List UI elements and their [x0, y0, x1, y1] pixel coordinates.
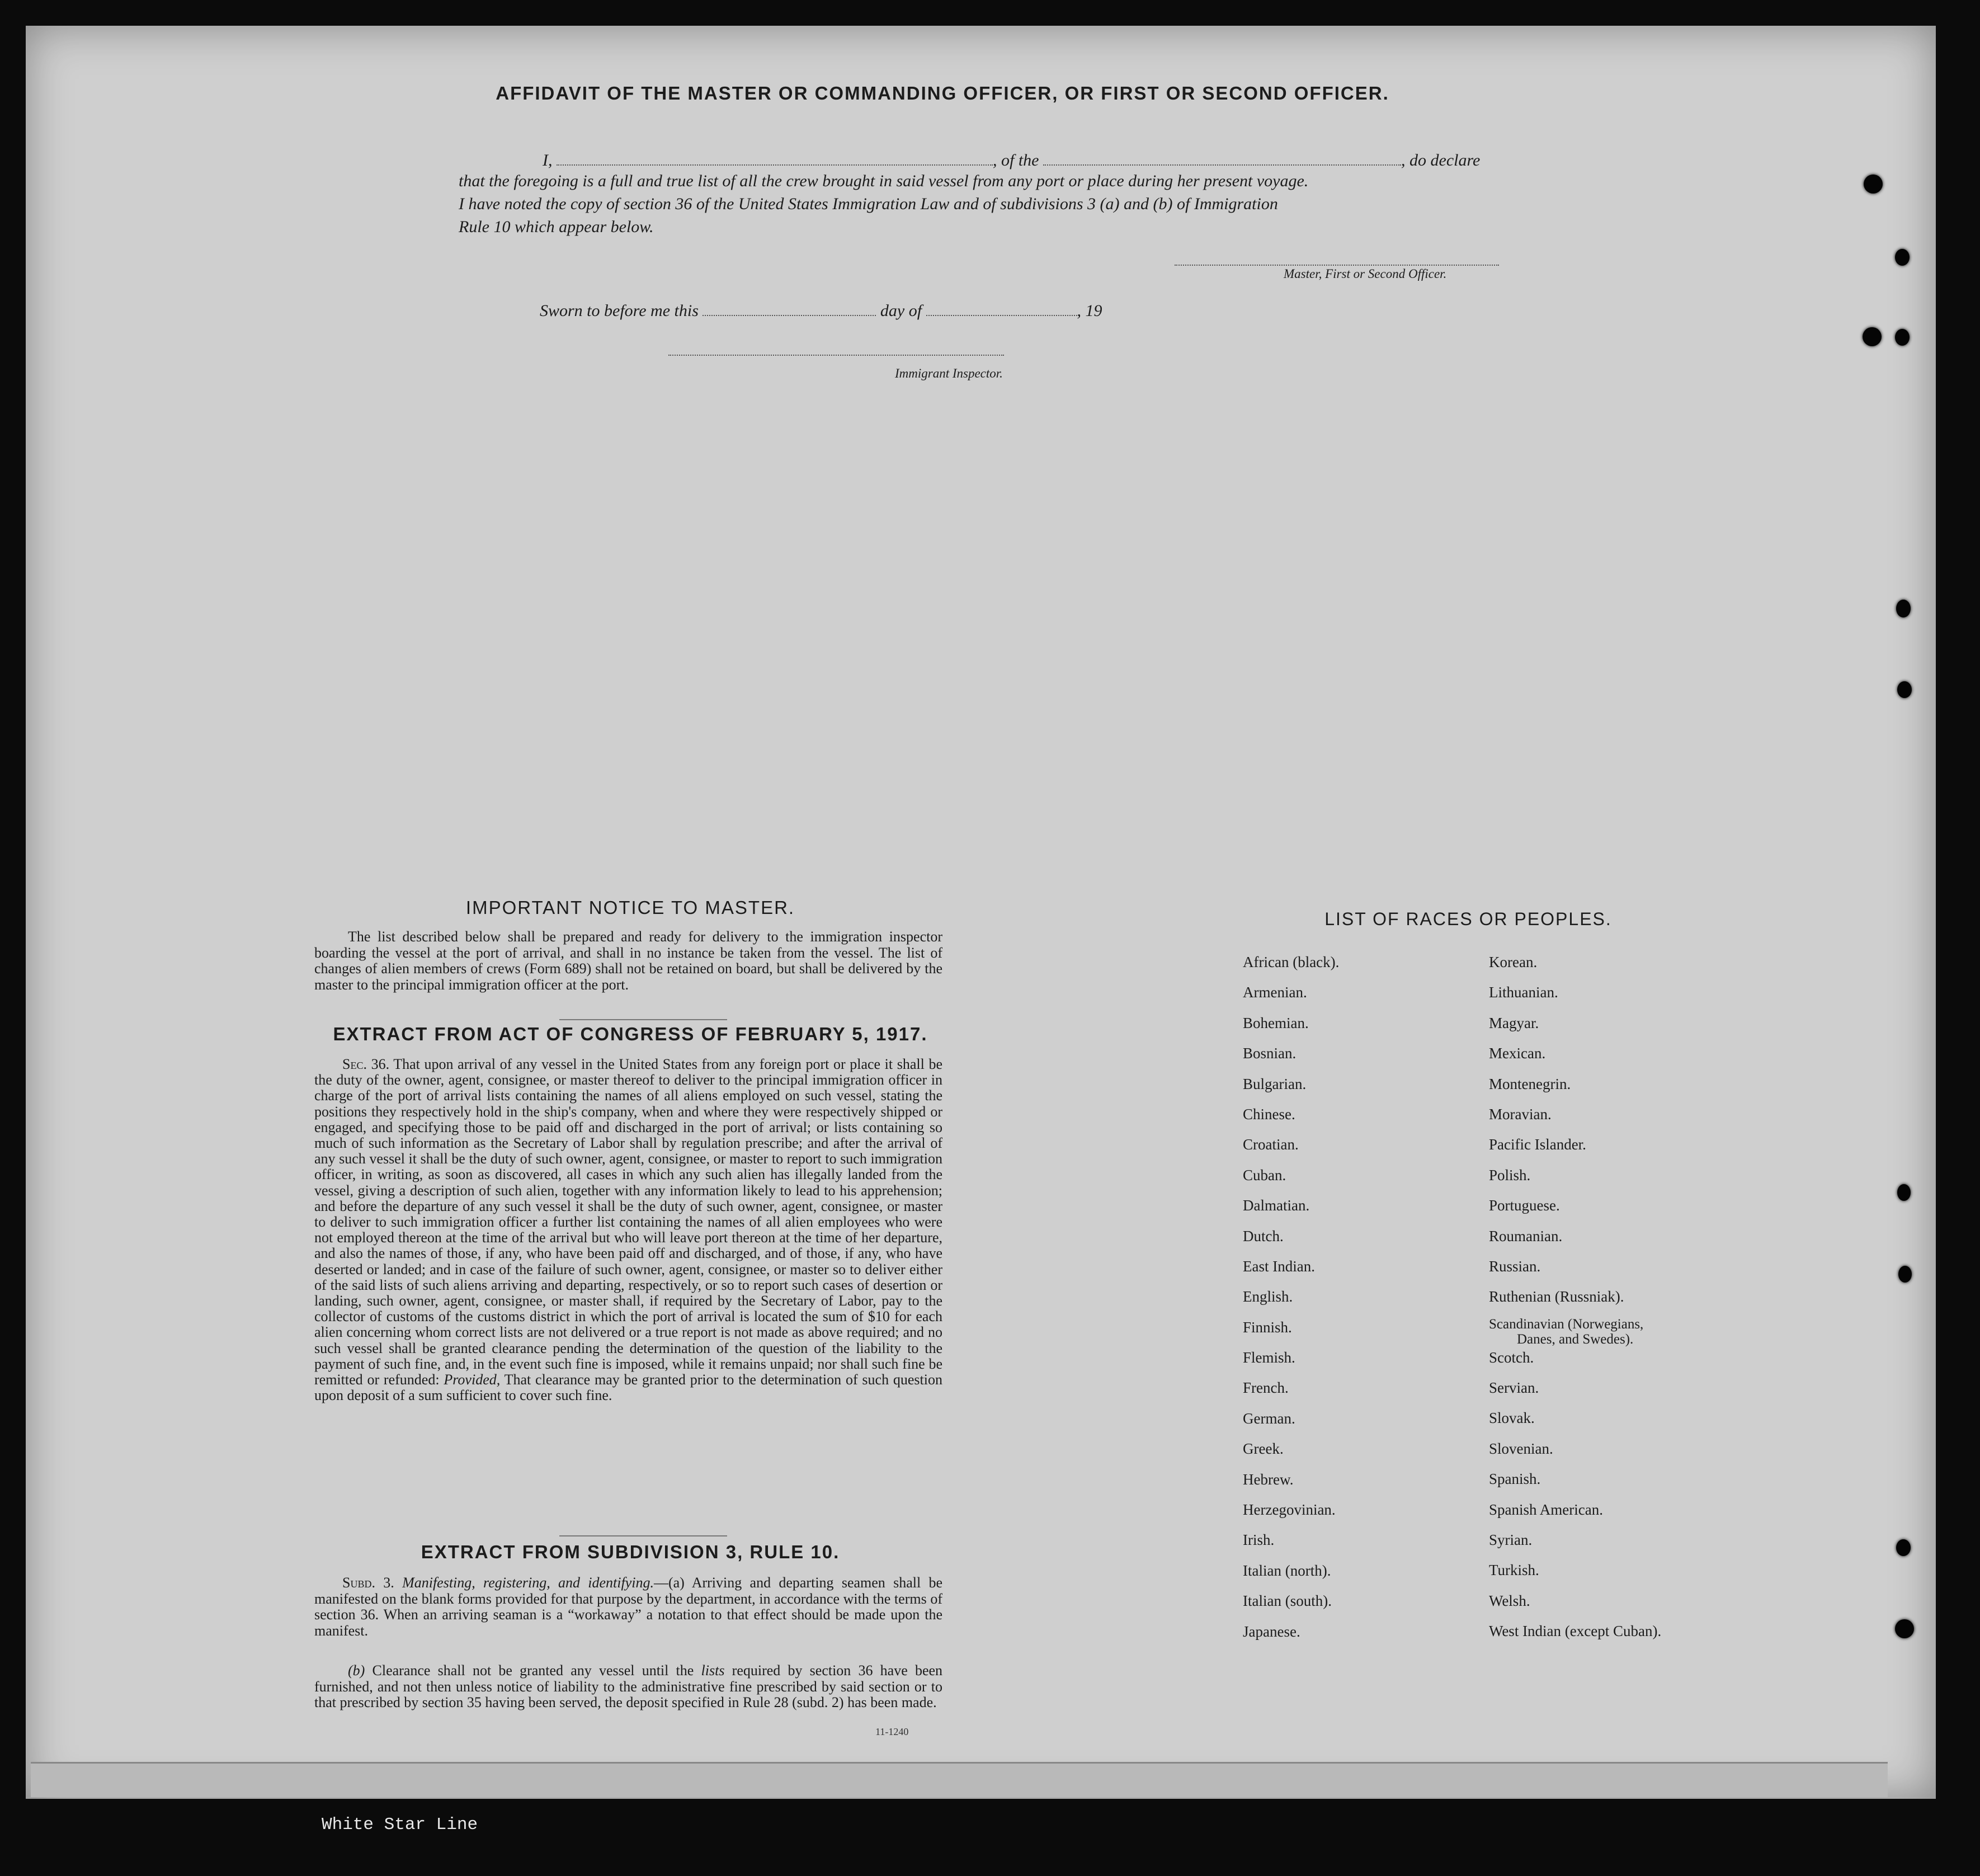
race-item: Finnish. [1243, 1318, 1292, 1336]
race-item: Armenian. [1243, 984, 1307, 1001]
rule-extract-para-a [314, 1575, 942, 1639]
inspector-signature-line[interactable] [668, 355, 1004, 356]
affidavit-i: I, [543, 151, 553, 169]
punch-hole [1897, 1184, 1911, 1201]
punch-hole [1896, 1539, 1911, 1556]
race-item: Magyar. [1489, 1014, 1539, 1031]
sworn-line [459, 299, 1538, 320]
race-item: Pacific Islander. [1489, 1136, 1586, 1153]
master-signature-line[interactable] [1175, 265, 1499, 266]
divider [559, 1535, 727, 1536]
race-item: Portuguese. [1489, 1197, 1560, 1214]
race-item: Korean. [1489, 954, 1538, 970]
punch-hole [1895, 1619, 1914, 1638]
race-item: Herzegovinian. [1243, 1501, 1336, 1519]
race-item: Scotch. [1489, 1349, 1534, 1366]
punch-hole [1898, 1266, 1912, 1283]
race-item: Syrian. [1489, 1531, 1533, 1549]
notice-title: IMPORTANT NOTICE TO MASTER. [465, 897, 795, 918]
para-b-text-2: required by section 36 have been furnished, and not then unless notice of liability to the administrative fine prescribed by said section or to that prescribed by section 35 having been served, the deposit specified in Rule 28 (subd. 2) has been made. [314, 1662, 943, 1710]
para-b-text-1: Clearance shall not be granted any vessel until the [372, 1662, 694, 1679]
race-item: French. [1243, 1379, 1289, 1397]
sec-36-text: That upon arrival of any vessel in the United States from any foreign port or place it shall be the duty of the owner, agent, consignee, or master thereof to deliver to the principal immigration officer in charge of the port of arrival lists containing the names of all aliens employed on such vessel, stating the positions they respectively hold in the ship's company, when and where they were respectively shipped or engaged, and specifying those to be paid off and discharged in the port of arrival; or lists containing so much of such information as the Secretary of Labor shall by regulation prescribe; and after the arrival of any such vessel it shall be the duty of such owner, agent, consignee, or master to report to such immigration officer, in writing, as soon as discovered, all cases in which any such alien has illegally landed from the vessel, giving a description of such alien, together with any information likely to lead to his apprehension; and before the departure of any such vessel it shall be the duty of such owner, agent, consignee, or master to deliver to such immigration officer a further list containing the names of all alien employees who were not employed thereon at the time of the arrival but who will leave port thereon at the time of her departure, and also the names of those, if any, who have been paid off and discharged, and of those, if any, who have deserted or landed; and in case of the failure of such owner, agent, consignee, or master so to deliver either of the said lists of such aliens arriving and departing, respectively, or so to report such cases of desertion or landing, such owner, agent, consignee, or master shall, if required by the Secretary of Labor, pay to the collector of customs of the customs district in which the port of arrival is located the sum of $10 for each alien concerning whom correct lists are not delivered or a true report is not made as above required; and no such vessel shall be granted clearance pending the determination of the question of the liability to the payment of such fine, and, in the event such fine is imposed, while it remains unpaid; nor shall such fine be remitted or refunded: [314, 1056, 942, 1388]
sworn-label: Sworn to before me this [540, 301, 699, 320]
race-item: Roumanian. [1489, 1227, 1563, 1245]
affidavit-line-4: Rule 10 which appear below. [459, 218, 654, 236]
race-item-line: Danes, and Swedes). [1517, 1331, 1634, 1347]
sworn-date-field[interactable] [703, 299, 876, 316]
race-item: Dutch. [1243, 1227, 1284, 1245]
race-item: Slovak. [1489, 1410, 1535, 1427]
race-item: German. [1243, 1410, 1295, 1427]
race-item: Bohemian. [1243, 1014, 1309, 1031]
race-item: West Indian (except Cuban). [1489, 1623, 1662, 1640]
para-a-label: —(a) [653, 1575, 685, 1591]
race-item: Flemish. [1243, 1349, 1295, 1366]
rule-extract-para-b [314, 1663, 942, 1711]
race-item: Hebrew. [1243, 1470, 1294, 1488]
name-field[interactable] [557, 149, 993, 166]
subd-heading: Manifesting, registering, and identifying. [402, 1575, 654, 1591]
race-item: Dalmatian. [1243, 1197, 1310, 1214]
affidavit-of-the: , of the [993, 151, 1039, 169]
punch-hole [1895, 329, 1910, 346]
affidavit-line-2: that the foregoing is a full and true list of all the crew brought in said vessel from any port or place during her present voyage. [459, 172, 1309, 190]
day-of-label: day of [880, 301, 922, 320]
race-item: Cuban. [1243, 1166, 1286, 1184]
inspector-signature-label: Immigrant Inspector. [895, 366, 1003, 380]
master-signature-label: Master, First or Second Officer. [1284, 267, 1447, 281]
sworn-month-field[interactable] [926, 299, 1077, 316]
race-item: Croatian. [1243, 1136, 1299, 1153]
race-item: African (black). [1243, 954, 1340, 970]
race-item: Mexican. [1489, 1045, 1546, 1062]
race-item: Bulgarian. [1243, 1075, 1307, 1092]
subd-label: Subd. 3. [342, 1575, 394, 1591]
races-left-column [1243, 955, 1478, 1655]
divider [559, 1019, 727, 1020]
race-item: Slovenian. [1489, 1440, 1553, 1457]
race-item-line: Scandinavian (Norwegians, [1489, 1316, 1644, 1332]
affidavit-title: AFFIDAVIT OF THE MASTER OR COMMANDING OFFICER, OR FIRST OR SECOND OFFICER. [496, 83, 1389, 103]
rule-extract-title: EXTRACT FROM SUBDIVISION 3, RULE 10. [421, 1542, 840, 1562]
race-item [1489, 1317, 1724, 1350]
race-item: Servian. [1489, 1379, 1539, 1397]
punch-hole [1895, 249, 1910, 266]
punch-hole [1897, 681, 1912, 698]
race-item: English. [1243, 1288, 1293, 1305]
race-item: Moravian. [1489, 1105, 1552, 1123]
race-item: Lithuanian. [1489, 984, 1558, 1001]
race-item: Montenegrin. [1489, 1075, 1571, 1092]
act-extract-title: EXTRACT FROM ACT OF CONGRESS OF FEBRUARY 5, 1917. [333, 1024, 928, 1044]
race-item: Turkish. [1489, 1562, 1539, 1579]
race-item: Japanese. [1243, 1623, 1300, 1640]
sec-36-text-end: That clearance may be granted prior to the determination of such question upon deposit of a sum sufficient to cover such fine. [314, 1371, 943, 1404]
para-a-text: Arriving and departing seamen shall be manifested on the blank forms provided for that purpose by the department, in accordance with the terms of section 36. When an arriving seaman is a “workaway” a notation to that effect should be made upon the manifest. [314, 1575, 943, 1639]
notice-body: The list described below shall be prepared and ready for delivery to the immigration inspector boarding the vessel at the port of arrival, and shall in no instance be taken from the vessel. The list of changes of alien members of crews (Form 689) shall not be retained on board, but shall be delivered by the master to the principal immigration officer at the port. [314, 928, 942, 993]
race-item: Italian (north). [1243, 1562, 1331, 1579]
page-fold [31, 1762, 1888, 1797]
sec-label: Sec. 36. [342, 1056, 390, 1072]
affidavit-declare: , do declare [1401, 151, 1481, 169]
punch-hole [1863, 327, 1882, 346]
year-label: , 19 [1077, 301, 1102, 320]
act-extract-body [314, 1057, 942, 1403]
punch-hole [1864, 175, 1883, 194]
race-item: Spanish American. [1489, 1501, 1603, 1518]
race-item: Greek. [1243, 1440, 1284, 1458]
race-item: Polish. [1489, 1166, 1531, 1184]
race-item: Welsh. [1489, 1592, 1530, 1609]
affidavit-line-3: I have noted the copy of section 36 of the United States Immigration Law and of subdivisions 3 (a) and (b) of Immigration [459, 195, 1278, 213]
races-right-column [1489, 955, 1724, 1655]
para-b-label: (b) [348, 1662, 365, 1679]
provided-label: Provided, [444, 1371, 501, 1388]
race-item: East Indian. [1243, 1257, 1315, 1275]
affidavit-declaration-line [459, 149, 1538, 170]
race-item: Bosnian. [1243, 1045, 1297, 1062]
races-title: LIST OF RACES OR PEOPLES. [1324, 909, 1612, 929]
race-item: Ruthenian (Russniak). [1489, 1288, 1624, 1305]
vessel-field[interactable] [1043, 149, 1401, 166]
shipping-line-stamp: White Star Line [322, 1815, 478, 1835]
race-item: Russian. [1489, 1257, 1541, 1275]
para-b-lists: lists [701, 1662, 725, 1679]
race-item: Spanish. [1489, 1470, 1541, 1488]
race-item: Chinese. [1243, 1105, 1295, 1123]
punch-hole [1896, 600, 1911, 618]
race-item: Irish. [1243, 1531, 1275, 1549]
race-item: Italian (south). [1243, 1592, 1332, 1610]
form-number: 11-1240 [875, 1726, 909, 1737]
